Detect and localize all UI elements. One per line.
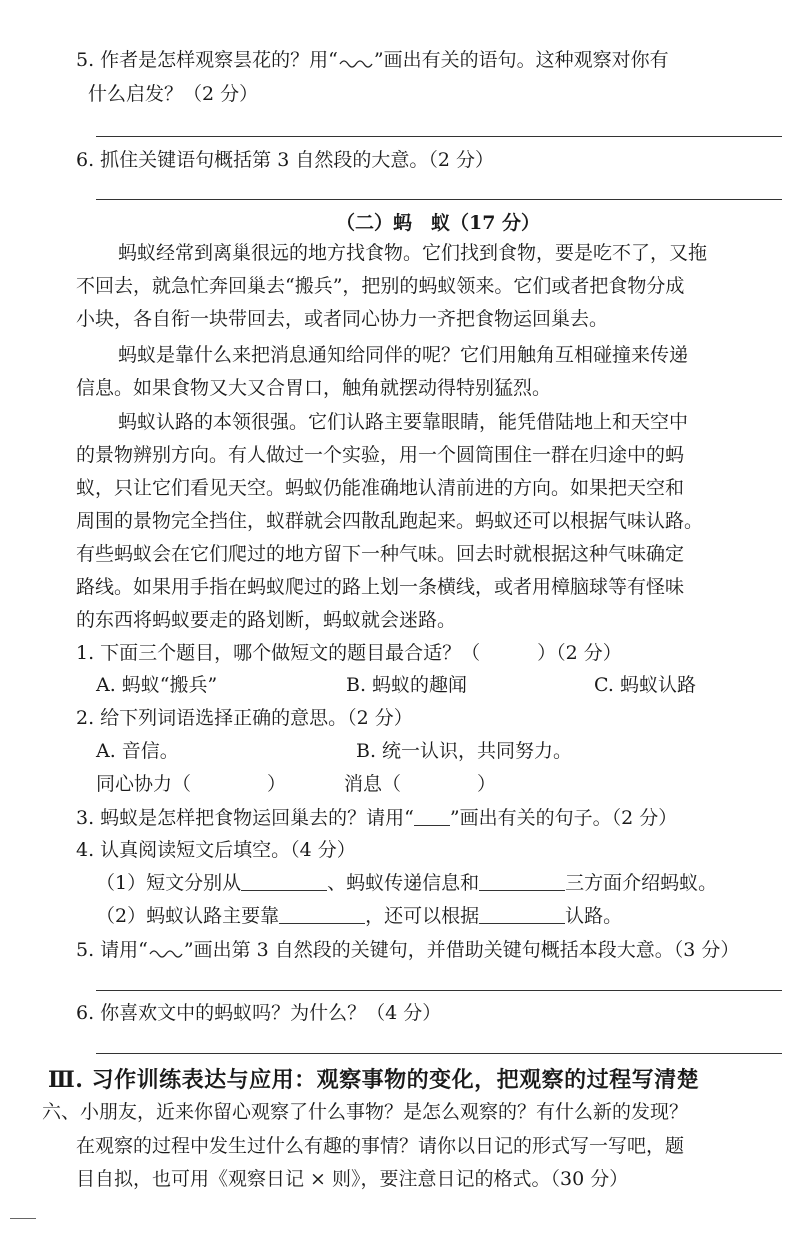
answer-line[interactable] xyxy=(96,199,782,200)
part-3-heading: Ⅲ. 习作训练表达与应用：观察事物的变化，把观察的过程写清楚 xyxy=(48,1067,700,1093)
word-tongxinxieli[interactable]: 同心协力（ ） xyxy=(96,773,287,795)
wavy-line-icon xyxy=(338,56,374,70)
meaning-a: A. 音信。 xyxy=(96,740,179,762)
question-5-top-line2: 什么启发？（2 分） xyxy=(88,83,259,105)
question-6-top: 6. 抓住关键语句概括第 3 自然段的大意。（2 分） xyxy=(76,149,494,171)
passage-line: 有些蚂蚁会在它们爬过的地方留下一种气味。回去时就根据这种气味确定 xyxy=(76,543,685,565)
straight-line-mark xyxy=(414,807,450,826)
passage-line: 不回去，就急忙奔回巢去“搬兵”，把别的蚂蚁领来。它们或者把食物分成 xyxy=(76,275,685,297)
wavy-line-icon xyxy=(148,946,184,960)
fill-blank[interactable] xyxy=(241,872,327,891)
passage-line: 蚁，只让它们看见天空。蚂蚁仍能准确地认清前进的方向。如果把天空和 xyxy=(76,477,685,499)
question-1-stem: 1. 下面三个题目，哪个做短文的题目最合适？（ ）（2 分） xyxy=(76,642,622,664)
writing-prompt-line: 目自拟，也可用《观察日记 × 则》，要注意日记的格式。（30 分） xyxy=(76,1168,629,1190)
answer-line[interactable] xyxy=(96,136,782,137)
answer-line[interactable] xyxy=(96,1053,782,1054)
writing-prompt-line: 在观察的过程中发生过什么有趣的事情？请你以日记的形式写一写吧，题 xyxy=(76,1135,685,1157)
answer-line[interactable] xyxy=(96,990,782,991)
passage-line: 的景物辨别方向。有人做过一个实验，用一个圆筒围住一群在归途中的蚂 xyxy=(76,444,685,466)
question-5-top-line1: 5. 作者是怎样观察昙花的？用“ ”画出有关的语句。这种观察对你有 xyxy=(76,49,669,71)
passage-line: 蚂蚁经常到离巢很远的地方找食物。它们找到食物，要是吃不了，又拖 xyxy=(118,242,708,264)
section-title: （二）蚂 蚁（17 分） xyxy=(336,212,541,234)
fill-blank[interactable] xyxy=(479,905,565,924)
passage-line: 蚂蚁是靠什么来把消息通知给同伴的呢？它们用触角互相碰撞来传递 xyxy=(118,344,689,366)
passage-line: 小块，各自衔一块带回去，或者同心协力一齐把食物运回巢去。 xyxy=(76,308,609,330)
option-a[interactable]: A. 蚂蚁“搬兵” xyxy=(96,674,218,696)
fill-blank[interactable] xyxy=(279,905,365,924)
passage-line: 的东西将蚂蚁要走的路划断，蚂蚁就会迷路。 xyxy=(76,609,457,631)
question-5: 5. 请用“ ”画出第 3 自然段的关键句，并借助关键句概括本段大意。（3 分） xyxy=(76,939,740,961)
word-xiaoxi[interactable]: 消息（ ） xyxy=(344,773,497,795)
meaning-b: B. 统一认识，共同努力。 xyxy=(356,740,573,762)
question-6: 6. 你喜欢文中的蚂蚁吗？为什么？（4 分） xyxy=(76,1002,442,1024)
writing-prompt-line: 六、小朋友，近来你留心观察了什么事物？是怎么观察的？有什么新的发现？ xyxy=(42,1101,689,1123)
option-c[interactable]: C. 蚂蚁认路 xyxy=(594,674,696,696)
option-b[interactable]: B. 蚂蚁的趣闻 xyxy=(346,674,468,696)
page-edge-mark xyxy=(10,1218,36,1219)
question-4-part1: （1）短文分别从 、蚂蚁传递信息和 三方面介绍蚂蚁。 xyxy=(96,872,718,894)
question-4-stem: 4. 认真阅读短文后填空。（4 分） xyxy=(76,839,356,861)
passage-line: 路线。如果用手指在蚂蚁爬过的路上划一条横线，或者用樟脑球等有怪味 xyxy=(76,576,685,598)
passage-line: 信息。如果食物又大又合胃口，触角就摆动得特别猛烈。 xyxy=(76,377,552,399)
question-3: 3. 蚂蚁是怎样把食物运回巢去的？请用“ ”画出有关的句子。（2 分） xyxy=(76,807,678,829)
question-2-stem: 2. 给下列词语选择正确的意思。（2 分） xyxy=(76,707,413,729)
fill-blank[interactable] xyxy=(479,872,565,891)
passage-line: 周围的景物完全挡住，蚁群就会四散乱跑起来。蚂蚁还可以根据气味认路。 xyxy=(76,510,704,532)
question-4-part2: （2）蚂蚁认路主要靠 ，还可以根据 认路。 xyxy=(96,905,623,927)
passage-line: 蚂蚁认路的本领很强。它们认路主要靠眼睛，能凭借陆地上和天空中 xyxy=(118,411,689,433)
